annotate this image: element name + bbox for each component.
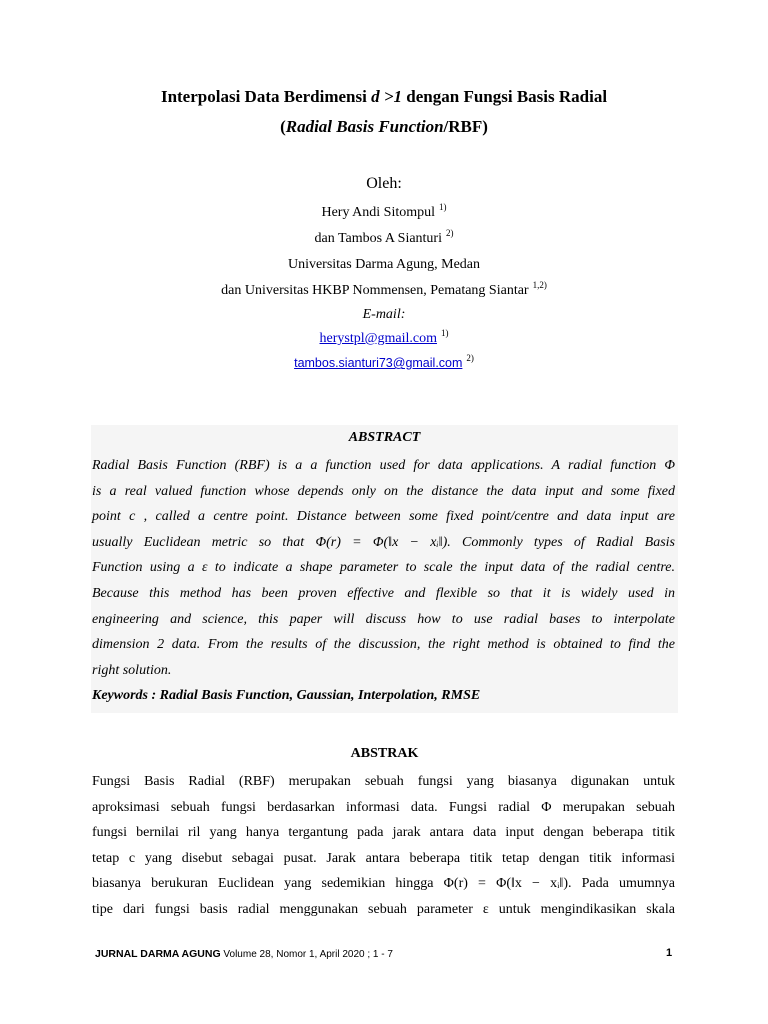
- author-1: [0, 202, 768, 221]
- email-label: E-mail:: [362, 307, 406, 322]
- abstract-text: [92, 453, 675, 683]
- abstract-line: dimension 2 data. From the results of the discussion, the right method is obtained to find the: [92, 637, 675, 653]
- journal-details: Volume 28, Nomor 1, April 2020 ; 1 - 7: [220, 949, 393, 960]
- title-text-a: Interpolasi Data Berdimensi: [160, 87, 372, 106]
- abstract-line: Function using a ε to indicate a shape parameter to scale the input data of the radial centre.: [92, 560, 675, 576]
- title-text-b: dengan Fungsi Basis Radial: [402, 87, 608, 106]
- email-1-row: [0, 328, 768, 347]
- abstrak-line: tetap c yang disebut sebagai pusat. Jarak antara beberapa titik tetap dengan titik informasi: [92, 850, 675, 866]
- email-1-sup: 1): [440, 328, 449, 339]
- abstrak-line: fungsi bernilai ril yang hanya tergantung pada jarak antara data input dengan beberapa titik: [92, 825, 675, 841]
- journal-footer: [95, 948, 393, 960]
- abstrak-line: aproksimasi sebuah fungsi berdasarkan informasi data. Fungsi radial Φ merupakan sebuah: [92, 799, 675, 815]
- author-1-name: Hery Andi Sitompul: [321, 205, 436, 220]
- abstrak-line: tipe dari fungsi basis radial menggunakan sebuah parameter ε untuk mengindikasikan skala: [92, 901, 675, 917]
- abstract-line: is a real valued function whose depends only on the distance the data input and some fixed: [92, 483, 675, 499]
- keywords: Keywords : Radial Basis Function, Gaussian, Interpolation, RMSE: [92, 688, 481, 703]
- abstract-line: Because this method has been proven effective and flexible so that it is widely used in: [92, 585, 675, 601]
- affiliation-2-text: dan Universitas HKBP Nommensen, Pematang Siantar: [221, 283, 529, 298]
- abstract-line: right solution.: [92, 662, 172, 678]
- abstrak-text: [92, 769, 675, 923]
- author-2: [0, 228, 768, 247]
- title-variable: d >1: [371, 87, 403, 106]
- abstract-line: engineering and science, this paper will discuss how to use radial bases to interpolate: [92, 611, 675, 627]
- affiliation-2-sup: 1,2): [532, 280, 547, 291]
- author-1-sup: 1): [439, 202, 447, 213]
- abstract-heading: ABSTRACT: [348, 430, 421, 445]
- abstrak-line: Fungsi Basis Radial (RBF) merupakan sebuah fungsi yang biasanya digunakan untuk: [92, 774, 675, 789]
- title-paren: (: [280, 117, 286, 136]
- oleh-label: Oleh:: [366, 175, 402, 192]
- journal-name: JURNAL DARMA AGUNG: [95, 948, 221, 960]
- email-2-row: [0, 353, 768, 372]
- abstract-line: Radial Basis Function (RBF) is a a function used for data applications. A radial function Φ: [92, 458, 675, 473]
- email-1-link[interactable]: herystpl@gmail.com: [319, 331, 437, 346]
- author-2-name: dan Tambos A Sianturi: [314, 231, 442, 246]
- abstract-line: point c , called a centre point. Distance between some fixed point/centre and data input are: [92, 509, 675, 525]
- abstract-line: usually Euclidean metric so that Φ(r) = Φ(‖x − xᵢ‖). Commonly types of Radial Basis: [92, 534, 675, 550]
- affiliation-2: [0, 280, 768, 299]
- abstrak-heading: ABSTRAK: [350, 746, 419, 761]
- email-2-sup: 2): [466, 353, 474, 364]
- abstrak-line: biasanya berukuran Euclidean yang sedemikian hingga Φ(r) = Φ(‖x − xᵢ‖). Pada umumnya: [92, 876, 675, 892]
- affiliation-1: Universitas Darma Agung, Medan: [287, 257, 481, 272]
- author-2-sup: 2): [445, 228, 454, 239]
- paper-title-line2: [0, 117, 768, 137]
- title-rbf: /RBF): [443, 117, 488, 136]
- email-2-link[interactable]: tambos.sianturi73@gmail.com: [294, 356, 463, 370]
- paper-title-line1: [0, 87, 768, 107]
- title-italic: Radial Basis Function: [285, 117, 444, 136]
- page-number: 1: [666, 947, 673, 959]
